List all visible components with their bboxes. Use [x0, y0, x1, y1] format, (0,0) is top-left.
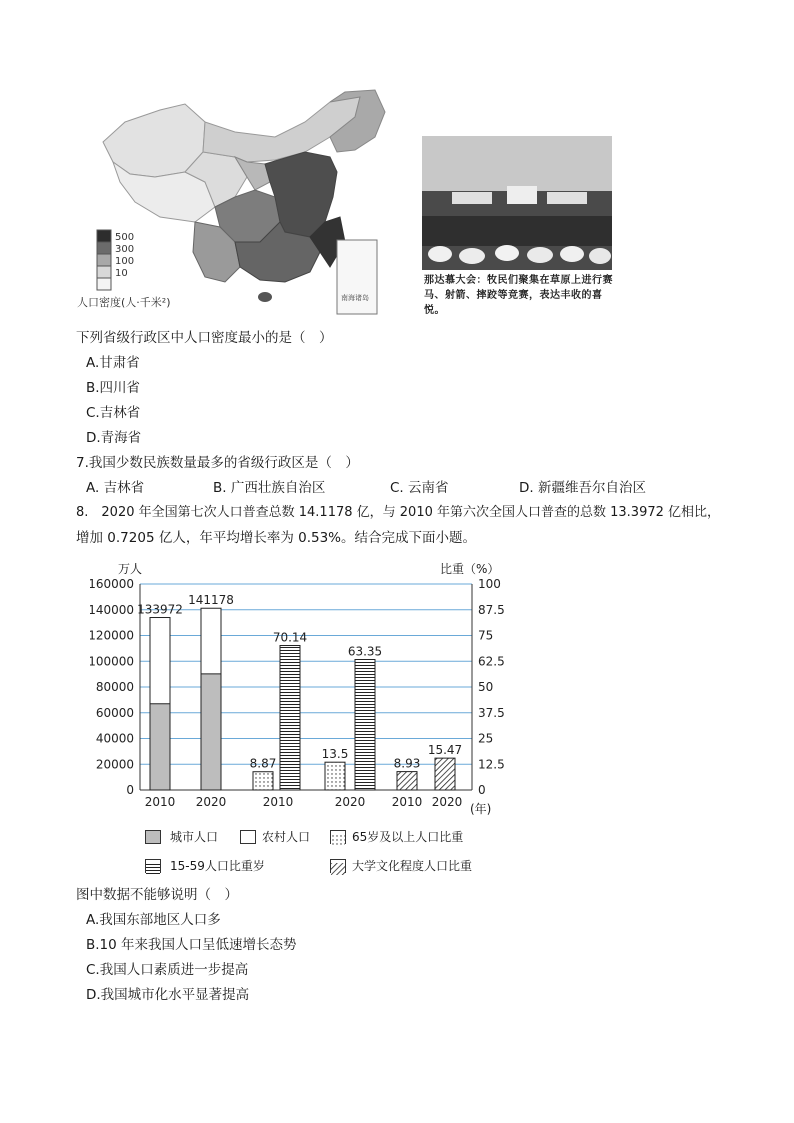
bar-ratio-0: [253, 772, 273, 790]
x-tick-label: 2020: [195, 795, 227, 809]
q7-option-a[interactable]: A. 吉林省: [86, 480, 145, 496]
south-china-sea-label: 南海诸岛: [341, 294, 369, 302]
legend-value-500: 500: [115, 232, 135, 243]
map-legend-title: 人口密度(人·千米²): [77, 296, 171, 309]
data-label-total-2010: 133972: [137, 602, 183, 617]
bar-urban-2020: [201, 674, 221, 790]
q8-option-a[interactable]: A.我国东部地区人口多: [86, 912, 221, 928]
left-tick-label: 80000: [95, 680, 134, 694]
legend-label-urban: 城市人口: [170, 830, 219, 844]
right-tick-label: 0: [478, 783, 486, 797]
data-label-ratio-5: 15.47: [427, 743, 463, 758]
x-tick-label: 2010: [144, 795, 176, 809]
right-tick-label: 25: [478, 731, 494, 746]
x-tick-label: 2020: [431, 795, 463, 809]
bar-ratio-1: [280, 646, 300, 790]
left-tick-label: 40000: [95, 731, 134, 746]
data-label-ratio-2: 13.5: [321, 747, 349, 762]
q7-option-b[interactable]: B. 广西壮族自治区: [213, 480, 326, 496]
right-tick-label: 75: [478, 628, 494, 643]
legend-swatch-urban: [145, 830, 161, 844]
right-tick-label: 100: [478, 577, 501, 591]
legend-value-10: 10: [115, 268, 128, 279]
bar-ratio-5: [435, 758, 455, 790]
population-chart: [90, 556, 510, 886]
legend-swatch-aged: [330, 830, 346, 844]
q6-option-b[interactable]: B.四川省: [86, 380, 141, 396]
right-tick-label: 87.5: [478, 602, 505, 617]
x-tick-label: 2010: [262, 795, 294, 809]
legend-swatch-working: [145, 859, 161, 873]
legend-swatch-college: [330, 859, 346, 873]
legend-value-300: 300: [115, 244, 135, 255]
china-map-graphic: [75, 82, 387, 318]
right-tick-label: 62.5: [478, 654, 505, 669]
legend-label-college: 大学文化程度人口比重: [352, 859, 473, 873]
left-axis-title: 万人: [118, 562, 143, 576]
q8-option-c[interactable]: C.我国人口素质进一步提高: [86, 962, 249, 978]
x-tick-label: 2020: [334, 795, 366, 809]
left-tick-label: 20000: [95, 757, 134, 772]
q6-stem: 下列省级行政区中人口密度最小的是（ ）: [76, 330, 333, 346]
left-tick-label: 60000: [95, 705, 134, 720]
q7-stem: 7.我国少数民族数量最多的省级行政区是（ ）: [76, 455, 359, 471]
right-axis-title: 比重（%）: [440, 562, 500, 576]
bar-ratio-2: [325, 762, 345, 790]
q7-option-d[interactable]: D. 新疆维吾尔自治区: [519, 480, 646, 496]
naadam-photo: [422, 136, 612, 270]
bar-urban-2010: [150, 704, 170, 790]
right-tick-label: 37.5: [478, 705, 505, 720]
right-tick-label: 50: [478, 680, 494, 694]
data-label-ratio-3: 63.35: [347, 644, 383, 659]
data-label-ratio-0: 8.87: [249, 756, 277, 771]
data-label-ratio-4: 8.93: [393, 756, 421, 771]
bar-ratio-3: [355, 659, 375, 790]
q8-stem-line2: 增加 0.7205 亿人，年平均增长率为 0.53%。结合完成下面小题。: [76, 530, 476, 546]
q6-option-c[interactable]: C.吉林省: [86, 405, 141, 421]
q8-option-b[interactable]: B.10 年来我国人口呈低速增长态势: [86, 937, 297, 953]
legend-swatch-rural: [240, 830, 256, 844]
q7-option-c[interactable]: C. 云南省: [390, 480, 449, 496]
q8-question: 图中数据不能够说明（ ）: [76, 887, 238, 903]
naadam-photo-graphic: [422, 136, 612, 270]
legend-label-rural: 农村人口: [262, 830, 311, 844]
data-label-total-2020: 141178: [188, 593, 234, 608]
data-label-ratio-1: 70.14: [272, 630, 308, 645]
q6-option-a[interactable]: A.甘肃省: [86, 355, 140, 371]
population-density-map: [75, 82, 387, 318]
right-tick-label: 12.5: [478, 757, 505, 772]
left-tick-label: 120000: [90, 628, 134, 643]
x-axis-unit: (年): [470, 802, 492, 816]
legend-value-100: 100: [115, 256, 135, 267]
q8-option-d[interactable]: D.我国城市化水平显著提高: [86, 987, 250, 1003]
q8-stem-line1: 8. 2020 年全国第七次人口普查总数 14.1178 亿，与 2010 年第六次全国人口普查的总数 13.3972 亿相比，: [76, 505, 721, 520]
legend-label-working: 15-59人口比重岁: [170, 859, 265, 873]
x-tick-label: 2010: [391, 795, 423, 809]
left-tick-label: 0: [126, 783, 134, 797]
left-tick-label: 160000: [90, 577, 134, 591]
q6-option-d[interactable]: D.青海省: [86, 430, 142, 446]
photo-caption: 那达慕大会：牧民们聚集在草原上进行赛马、射箭、摔跤等竞赛，表达丰收的喜悦。: [424, 275, 613, 316]
left-tick-label: 140000: [90, 602, 134, 617]
legend-label-aged: 65岁及以上人口比重: [352, 830, 464, 844]
bar-ratio-4: [397, 772, 417, 790]
left-tick-label: 100000: [90, 654, 134, 669]
